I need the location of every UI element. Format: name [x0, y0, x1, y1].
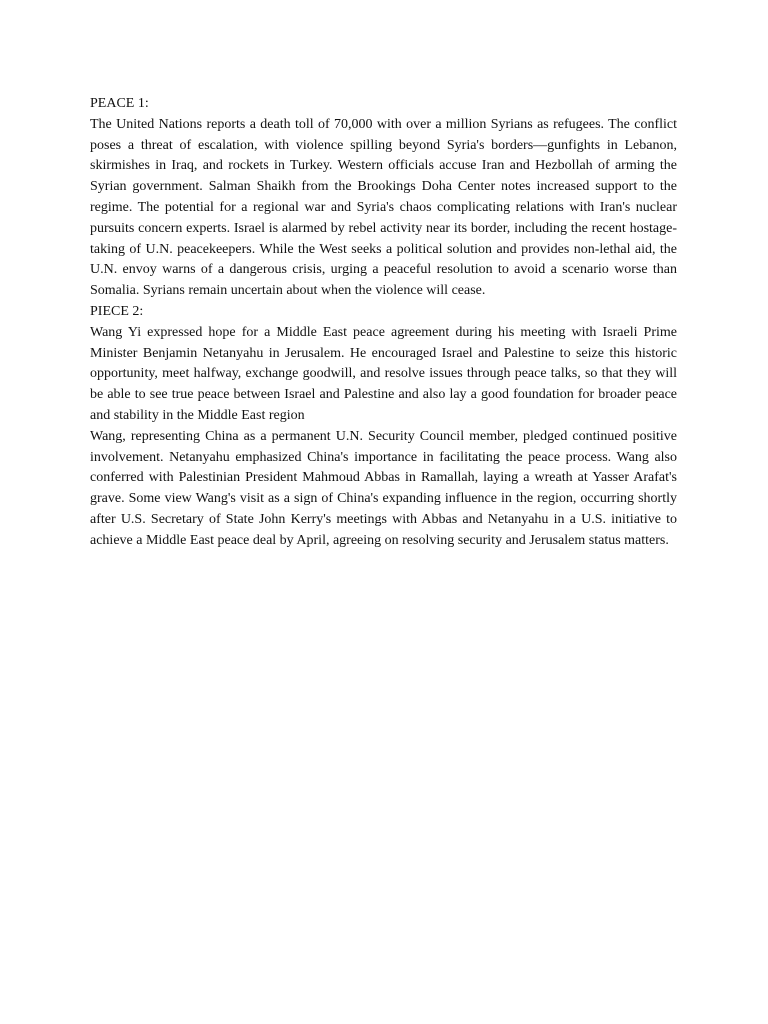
- section-1-heading: PEACE 1:: [90, 96, 149, 111]
- document-page: [90, 94, 677, 552]
- section-1-paragraph: The United Nations reports a death toll of 70,000 with over a million Syrians as refugees. The conflict poses a threat of escalation, with violence spilling beyond Syria's borders—gunfights in Lebanon, skirmishes in Iraq, and rockets in Turkey. Western officials accuse Iran and Hezbollah of arming the Syrian government. Salman Shaikh from the Brookings Doha Center notes increased support to the regime. The potential for a regional war and Syria's chaos complicating relations with Iran's nuclear pursuits concern experts. Israel is alarmed by rebel activity near its border, including the recent hostage-taking of U.N. peacekeepers. While the West seeks a political solution and provides non-lethal aid, the U.N. envoy warns of a dangerous crisis, urging a peaceful resolution to avoid a scenario worse than Somalia. Syrians remain uncertain about when the violence will cease.: [90, 116, 677, 299]
- section-2-paragraph-2: Wang, representing China as a permanent U.N. Security Council member, pledged continued positive involvement. Netanyahu emphasized China's importance in facilitating the peace process. Wang also conferred with Palestinian President Mahmoud Abbas in Ramallah, laying a wreath at Yasser Arafat's grave. Some view Wang's visit as a sign of China's expanding influence in the region, occurring shortly after U.S. Secretary of State John Kerry's meetings with Abbas and Netanyahu in a U.S. initiative to achieve a Middle East peace deal by April, agreeing on resolving security and Jerusalem status matters.: [90, 428, 677, 548]
- section-2-heading: PIECE 2:: [90, 303, 144, 319]
- section-2-paragraph-1: Wang Yi expressed hope for a Middle East peace agreement during his meeting with Israeli Prime Minister Benjamin Netanyahu in Jerusalem. He encouraged Israel and Palestine to seize this historic opportunity, meet halfway, exchange goodwill, and resolve issues through peace talks, so that they will be able to see true peace between Israel and Palestine and also lay a good foundation for broader peace and stability in the Middle East region: [90, 324, 677, 423]
